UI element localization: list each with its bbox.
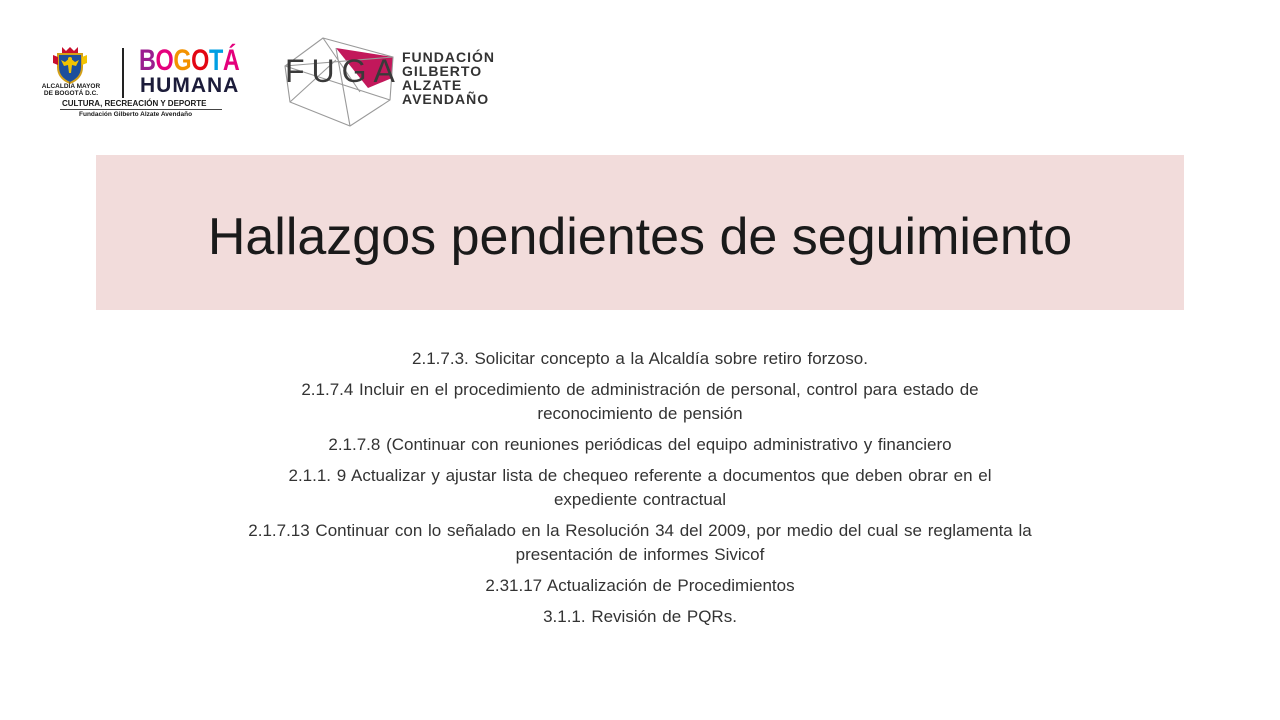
finding-line: 2.1.7.3. Solicitar concepto a la Alcaldía sobre retiro forzoso. xyxy=(412,349,868,368)
fuga-acronym: FUGA xyxy=(285,53,402,89)
bogota-letter: B xyxy=(139,44,156,77)
humana-wordmark: HUMANA xyxy=(140,74,240,97)
sector-label: CULTURA, RECREACIÓN Y DEPORTE xyxy=(62,99,207,108)
finding-item xyxy=(0,433,1280,457)
finding-item xyxy=(0,519,1280,567)
finding-item xyxy=(0,464,1280,512)
finding-item xyxy=(0,605,1280,629)
finding-item xyxy=(0,574,1280,598)
bogota-letter: Á xyxy=(222,44,240,77)
bogota-letter: G xyxy=(173,44,192,77)
finding-line: 2.1.7.13 Continuar con lo señalado en la Resolución 34 del 2009, por medio del cual se reglamenta la xyxy=(248,521,1032,540)
entity-label: Fundación Gilberto Alzate Avendaño xyxy=(79,111,193,118)
finding-line: presentación de informes Sivicof xyxy=(515,545,765,564)
finding-line: expediente contractual xyxy=(553,490,727,509)
sector-rule xyxy=(60,109,222,110)
bogota-letter: O xyxy=(155,44,174,77)
fuga-name-line: GILBERTO xyxy=(402,63,483,79)
alcaldia-line-1: ALCALDÍA MAYOR xyxy=(41,83,101,90)
bogota-wordmark xyxy=(139,46,239,76)
finding-line: 2.1.7.8 (Continuar con reuniones periódicas del equipo administrativo y financiero xyxy=(328,435,952,454)
fuga-name-line: AVENDAÑO xyxy=(402,91,490,107)
finding-line: reconocimiento de pensión xyxy=(537,404,743,423)
finding-line: 2.31.17 Actualización de Procedimientos xyxy=(485,576,795,595)
fuga-full-name xyxy=(402,50,495,106)
finding-line: 2.1.7.4 Incluir en el procedimiento de administración de personal, control para estado de xyxy=(301,380,979,399)
slide-title: Hallazgos pendientes de seguimiento xyxy=(207,207,1073,266)
bogota-coat-of-arms-icon xyxy=(50,45,90,85)
finding-line: 2.1.1. 9 Actualizar y ajustar lista de chequeo referente a documentos que deben obrar en el xyxy=(288,466,992,485)
finding-item xyxy=(0,347,1280,371)
fuga-name-line: ALZATE xyxy=(402,77,463,93)
finding-item xyxy=(0,378,1280,426)
finding-line: 3.1.1. Revisión de PQRs. xyxy=(543,607,737,626)
bogota-letter: O xyxy=(191,44,209,77)
bogota-letter: T xyxy=(208,44,223,77)
findings-list xyxy=(0,347,1280,636)
title-banner xyxy=(96,155,1184,310)
alcaldia-name xyxy=(34,83,108,97)
alcaldia-line-2: DE BOGOTÁ D.C. xyxy=(43,90,99,97)
logo-divider xyxy=(122,48,124,98)
fuga-name-line: FUNDACIÓN xyxy=(402,49,495,65)
